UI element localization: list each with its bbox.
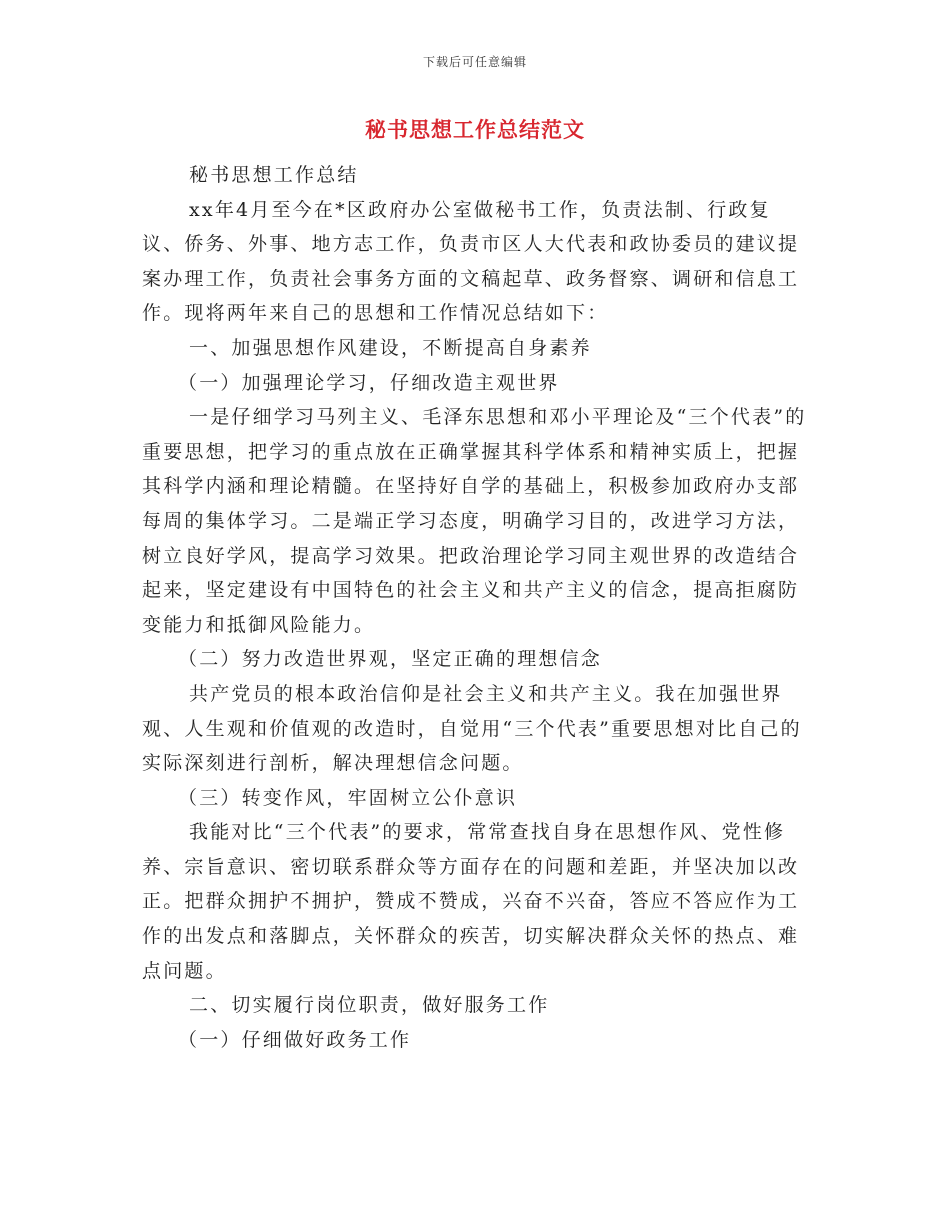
paragraph-intro: xx年4月至今在*区政府办公室做秘书工作，负责法制、行政复议、侨务、外事、地方志工作，负责市区人大代表和政协委员的建议提案办理工作，负责社会事务方面的文稿起草、政务督察、调研和信息工作。现将两年来自己的思想和工作情况总结如下： xyxy=(142,198,800,325)
paragraph-worldview: 共产党员的根本政治信仰是社会主义和共产主义。我在加强世界观、人生观和价值观的改造时，自觉用“三个代表”重要思想对比自己的实际深刻进行剖析，解决理想信念问题。 xyxy=(142,682,802,775)
subsection-heading-1-1: （一）加强理论学习，仔细改造主观世界 xyxy=(178,371,560,394)
subsection-heading-1-3: （三）转变作风，牢固树立公仆意识 xyxy=(178,786,518,809)
subsection-heading-1-2: （二）努力改造世界观，坚定正确的理想信念 xyxy=(178,648,603,671)
subsection-heading-2-1: （一）仔细做好政务工作 xyxy=(178,1028,412,1051)
document-title: 秘书思想工作总结范文 xyxy=(365,117,585,142)
paragraph-work-style: 我能对比“三个代表”的要求，常常查找自身在思想作风、党性修养、宗旨意识、密切联系群众等方面存在的问题和差距，并坚决加以改正。把群众拥护不拥护，赞成不赞成，兴奋不兴奋，答应不答应作为工作的出发点和落脚点，关怀群众的疾苦，切实解决群众关怀的热点、难点问题。 xyxy=(142,821,800,982)
paragraph-theory-study: 一是仔细学习马列主义、毛泽东思想和邓小平理论及“三个代表”的重要思想，把学习的重点放在正确掌握其科学体系和精神实质上，把握其科学内涵和理论精髓。在坚持好自学的基础上，积极参加政府办支部每周的集体学习。二是端正学习态度，明确学习目的，改进学习方法，树立良好学风，提高学习效果。把政治理论学习同主观世界的改造结合起来，坚定建设有中国特色的社会主义和共产主义的信念，提高拒腐防变能力和抵御风险能力。 xyxy=(142,406,807,636)
page-header-note: 下载后可任意编辑 xyxy=(422,55,527,69)
section-heading-2: 二、切实履行岗位职责，做好服务工作 xyxy=(189,994,550,1017)
paragraph-subtitle: 秘书思想工作总结 xyxy=(189,164,359,186)
section-heading-1: 一、加强思想作风建设，不断提高自身素养 xyxy=(189,336,592,359)
document-body xyxy=(142,158,812,1057)
